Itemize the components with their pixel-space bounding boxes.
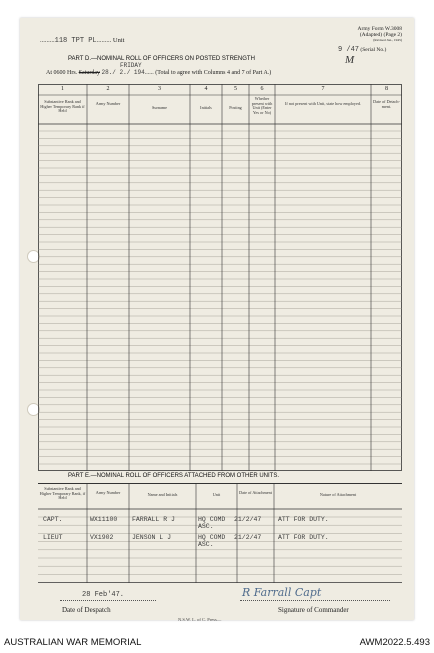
e-row-date: 21/2/47 bbox=[234, 516, 262, 523]
despatch-dotted-line bbox=[60, 600, 156, 601]
col-number: 5 bbox=[234, 86, 237, 92]
part-d-grid bbox=[38, 84, 402, 471]
serial-value: 9 /47 bbox=[338, 46, 360, 54]
col-header-employed: If not present with Unit, state how employed. bbox=[285, 101, 361, 106]
col-number: 7 bbox=[321, 86, 325, 92]
col-number: 6 bbox=[260, 86, 264, 92]
e-header-name: Name and Initials bbox=[147, 492, 178, 497]
part-d-date-line: At 0600 Hrs. Saturday 28./ 2./ 194...... (Total to agree with Columns 4 and 7 of Part A.) bbox=[46, 69, 272, 76]
e-header-rank: Substantive Rank and Higher Temporary Rank, if Held bbox=[39, 486, 86, 501]
e-row-date: 21/2/47 bbox=[234, 534, 262, 541]
form-id-line1: Army Form W.3008 bbox=[357, 26, 402, 32]
e-row-name: JENSON L J bbox=[132, 534, 172, 541]
e-header-nature: Nature of Attachment bbox=[319, 492, 357, 497]
despatch-date-value: 28 Feb'47. bbox=[82, 591, 125, 599]
col-number: 2 bbox=[106, 86, 110, 92]
part-e-grid bbox=[38, 483, 402, 583]
serial-label: (Serial No.) bbox=[360, 47, 387, 53]
e-row-unit: HQ COMD ASC. bbox=[198, 534, 226, 548]
handwritten-mark: M bbox=[345, 54, 355, 66]
col-header-detachment: Date of Detach-ment. bbox=[373, 99, 400, 109]
signature-dotted-line bbox=[240, 600, 390, 601]
printer-imprint: N.S.W. L. of C. Press— bbox=[178, 617, 222, 622]
footer-accession: AWM2022.5.493 bbox=[359, 637, 430, 648]
e-row-name: FARRALL R J bbox=[132, 516, 175, 523]
day-printed: Saturday bbox=[78, 70, 100, 76]
e-row-number: VX1902 bbox=[90, 534, 114, 541]
e-row-unit: HQ COMD ASC. bbox=[198, 516, 226, 530]
col-number: 4 bbox=[204, 86, 208, 92]
col-header-posting: Posting bbox=[229, 105, 242, 110]
col-header-army-number: Army Number bbox=[95, 101, 121, 106]
form-page bbox=[20, 18, 414, 620]
part-d-title: PART D.—NOMINAL ROLL OF OFFICERS ON POSTED STRENGTH bbox=[68, 56, 255, 62]
col-number: 8 bbox=[385, 86, 388, 92]
form-id-line3: (Revised Jan., 1945) bbox=[373, 38, 402, 42]
at-hours-label: At 0600 Hrs. bbox=[46, 70, 78, 76]
form-id-block bbox=[342, 26, 402, 42]
col-header-present: Whether present with Unit (Enter Yes or No) bbox=[251, 96, 273, 115]
part-d-note: (Total to agree with Columns 4 and 7 of Part A.) bbox=[155, 70, 272, 76]
e-row-number: WX11100 bbox=[90, 516, 118, 523]
e-row-nature: ATT FOR DUTY. bbox=[278, 534, 329, 541]
commander-signature: R Farrall Capt bbox=[242, 586, 322, 599]
signature-label: Signature of Commander bbox=[278, 606, 349, 614]
unit-value: 118 TPT PL bbox=[54, 37, 97, 45]
e-header-date: Date of Attachment bbox=[239, 490, 272, 495]
col-header-rank: Substantive Rank and Higher Temporary Rank if Held bbox=[40, 99, 85, 114]
part-e-title: PART E.—NOMINAL ROLL OF OFFICERS ATTACHED FROM OTHER UNITS. bbox=[68, 473, 280, 479]
serial-line bbox=[338, 46, 386, 54]
e-header-unit: Unit bbox=[212, 492, 221, 497]
col-number: 1 bbox=[61, 86, 64, 92]
e-row-rank: CAPT. bbox=[43, 516, 63, 523]
unit-label: Unit bbox=[112, 37, 125, 44]
col-number: 3 bbox=[158, 86, 161, 92]
archive-footer bbox=[0, 632, 434, 653]
day-typed: FRIDAY bbox=[120, 62, 142, 69]
e-row-rank: LIEUT bbox=[43, 534, 63, 541]
despatch-label: Date of Despatch bbox=[62, 606, 111, 614]
footer-institution: AUSTRALIAN WAR MEMORIAL bbox=[4, 637, 142, 648]
unit-line: .........118 TPT PL......... Unit bbox=[40, 37, 125, 45]
e-header-army-number: Army Number bbox=[95, 490, 121, 495]
e-row-nature: ATT FOR DUTY. bbox=[278, 516, 329, 523]
col-header-surname: Surname bbox=[152, 105, 167, 110]
date-value: 28./ 2./ 194 bbox=[101, 69, 145, 76]
col-header-initials: Initials bbox=[200, 105, 212, 110]
form-id-line2: (Adapted) (Page 2) bbox=[359, 32, 402, 38]
